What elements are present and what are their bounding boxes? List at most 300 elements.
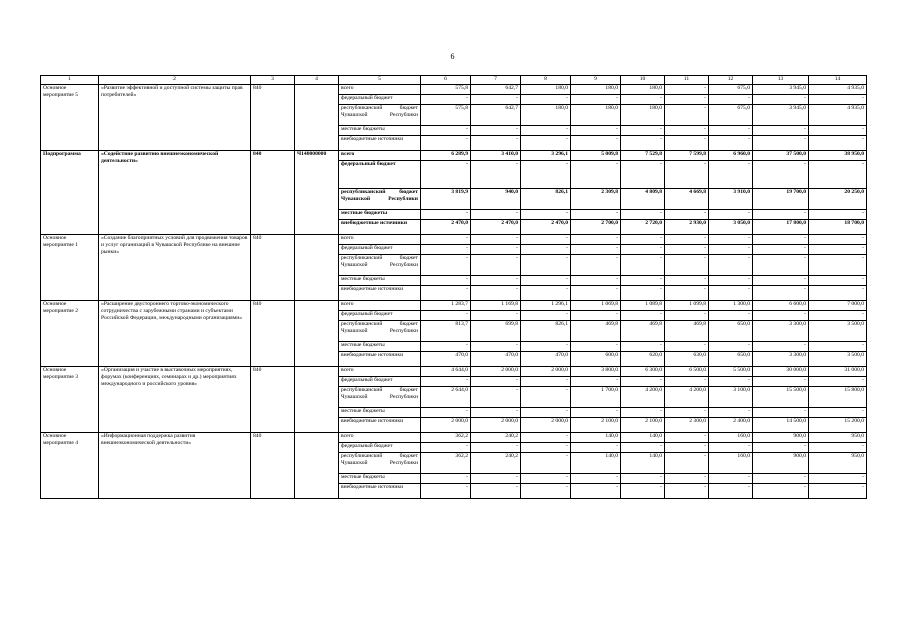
value-cell: - <box>521 235 571 245</box>
value-cell: - <box>809 245 867 255</box>
value-cell: 4 935,0 <box>809 105 867 126</box>
funding-source: внебюджетные источники <box>339 136 421 151</box>
value-cell: - <box>521 255 571 276</box>
value-cell: 4 935,0 <box>809 85 867 95</box>
funding-source: местные бюджеты <box>339 408 421 418</box>
value-cell: - <box>753 484 809 499</box>
funding-source: местные бюджеты <box>339 342 421 352</box>
value-cell: - <box>809 235 867 245</box>
value-cell: 180,0 <box>621 105 665 126</box>
value-cell: 17 800,0 <box>753 220 809 235</box>
value-cell: 2 644,0 <box>421 387 471 408</box>
value-cell: 2 700,0 <box>571 220 621 235</box>
value-cell: - <box>753 136 809 151</box>
funding-source: федеральный бюджет <box>339 95 421 105</box>
value-cell: 6 960,0 <box>709 151 753 161</box>
value-cell: 2 100,0 <box>621 418 665 433</box>
value-cell: - <box>621 276 665 286</box>
value-cell: - <box>521 311 571 321</box>
value-cell: - <box>709 276 753 286</box>
value-cell: - <box>471 235 521 245</box>
value-cell: - <box>809 136 867 151</box>
value-cell: - <box>621 484 665 499</box>
value-cell: - <box>521 276 571 286</box>
value-cell: - <box>571 136 621 151</box>
value-cell: - <box>521 484 571 499</box>
value-cell: 6 600,0 <box>753 301 809 311</box>
value-cell: 699,8 <box>471 321 521 342</box>
funding-source: местные бюджеты <box>339 276 421 286</box>
value-cell: - <box>809 255 867 276</box>
value-cell: 826,1 <box>521 321 571 342</box>
value-cell: 3 910,0 <box>709 189 753 210</box>
header-cell: 9 <box>571 76 621 85</box>
value-cell: - <box>621 210 665 220</box>
value-cell: - <box>809 126 867 136</box>
value-cell: - <box>753 126 809 136</box>
value-cell: - <box>709 286 753 301</box>
value-cell: 469,8 <box>665 321 709 342</box>
value-cell: - <box>571 255 621 276</box>
value-cell: - <box>709 235 753 245</box>
value-cell: - <box>809 276 867 286</box>
table-row <box>41 301 867 311</box>
value-cell: 38 950,0 <box>809 151 867 161</box>
value-cell: - <box>753 311 809 321</box>
header-cell: 13 <box>753 76 809 85</box>
value-cell: - <box>753 377 809 387</box>
header-row <box>41 76 867 85</box>
value-cell: 140,0 <box>571 433 621 443</box>
value-cell: 469,8 <box>621 321 665 342</box>
value-cell: - <box>521 377 571 387</box>
funding-source: республиканский бюджет Чувашской Республики <box>339 387 421 408</box>
table-row <box>41 433 867 443</box>
value-cell: 575,8 <box>421 105 471 126</box>
value-cell: - <box>809 484 867 499</box>
value-cell: - <box>421 245 471 255</box>
table-row <box>41 85 867 95</box>
value-cell: - <box>521 161 571 189</box>
value-cell: 31 000,0 <box>809 367 867 377</box>
value-cell: - <box>709 136 753 151</box>
value-cell: 620,0 <box>621 352 665 367</box>
program-type: Основное мероприятие 3 <box>41 367 99 433</box>
value-cell: - <box>621 342 665 352</box>
value-cell: - <box>665 255 709 276</box>
value-cell: - <box>421 126 471 136</box>
header-cell: 5 <box>339 76 421 85</box>
value-cell: - <box>521 126 571 136</box>
header-cell: 3 <box>251 76 295 85</box>
value-cell: - <box>809 210 867 220</box>
value-cell: 3 300,0 <box>753 352 809 367</box>
value-cell: - <box>421 276 471 286</box>
value-cell: 3 300,0 <box>753 321 809 342</box>
classification-code: Ч140000000 <box>295 151 339 235</box>
value-cell: 5 500,0 <box>709 367 753 377</box>
header-cell: 2 <box>99 76 251 85</box>
value-cell: - <box>665 276 709 286</box>
value-cell: - <box>471 387 521 408</box>
value-cell: - <box>421 286 471 301</box>
value-cell: - <box>665 286 709 301</box>
value-cell: 2 400,0 <box>709 418 753 433</box>
value-cell: - <box>471 443 521 453</box>
value-cell: - <box>571 443 621 453</box>
value-cell: - <box>571 235 621 245</box>
value-cell: - <box>421 311 471 321</box>
value-cell: - <box>521 443 571 453</box>
grbs-code: 840 <box>251 433 295 499</box>
value-cell: 3 819,9 <box>421 189 471 210</box>
value-cell: - <box>521 474 571 484</box>
funding-source: федеральный бюджет <box>339 377 421 387</box>
value-cell: 180,0 <box>571 85 621 95</box>
value-cell: - <box>665 136 709 151</box>
classification-code <box>295 235 339 301</box>
value-cell: - <box>753 342 809 352</box>
value-cell: - <box>421 484 471 499</box>
value-cell: 4 809,8 <box>621 189 665 210</box>
value-cell: 362,2 <box>421 453 471 474</box>
value-cell: 2 300,0 <box>665 418 709 433</box>
value-cell: - <box>753 210 809 220</box>
funding-source: местные бюджеты <box>339 474 421 484</box>
value-cell: - <box>809 408 867 418</box>
funding-source: местные бюджеты <box>339 210 421 220</box>
value-cell: 940,0 <box>471 189 521 210</box>
value-cell: 2 470,0 <box>421 220 471 235</box>
value-cell: 650,0 <box>709 321 753 342</box>
value-cell: 4 669,8 <box>665 189 709 210</box>
value-cell: 1 069,8 <box>571 301 621 311</box>
value-cell: - <box>665 245 709 255</box>
page-number: 6 <box>450 52 455 61</box>
value-cell: - <box>471 136 521 151</box>
header-cell: 14 <box>809 76 867 85</box>
value-cell: 600,0 <box>571 352 621 367</box>
header-cell: 1 <box>41 76 99 85</box>
value-cell: 2 000,0 <box>521 418 571 433</box>
grbs-code: 840 <box>251 367 295 433</box>
value-cell: - <box>665 105 709 126</box>
value-cell: - <box>571 210 621 220</box>
value-cell: 950,0 <box>809 433 867 443</box>
value-cell: - <box>521 453 571 474</box>
value-cell: 7 599,8 <box>665 151 709 161</box>
value-cell: 4 200,0 <box>665 387 709 408</box>
funding-source: всего <box>339 433 421 443</box>
value-cell: - <box>621 161 665 189</box>
value-cell: - <box>421 255 471 276</box>
value-cell: - <box>809 286 867 301</box>
value-cell: - <box>809 342 867 352</box>
value-cell: - <box>471 377 521 387</box>
value-cell: - <box>471 245 521 255</box>
value-cell: 3 500,0 <box>809 321 867 342</box>
funding-source: федеральный бюджет <box>339 245 421 255</box>
value-cell: - <box>571 126 621 136</box>
value-cell: 675,0 <box>709 105 753 126</box>
value-cell: 3 800,0 <box>571 367 621 377</box>
value-cell: 2 470,0 <box>521 220 571 235</box>
value-cell: - <box>571 311 621 321</box>
value-cell: - <box>809 161 867 189</box>
value-cell: 813,7 <box>421 321 471 342</box>
value-cell: - <box>571 377 621 387</box>
value-cell: 469,8 <box>571 321 621 342</box>
value-cell: - <box>753 255 809 276</box>
value-cell: 6 300,0 <box>621 367 665 377</box>
funding-source: республиканский бюджет Чувашской Республики <box>339 255 421 276</box>
value-cell: 2 930,0 <box>665 220 709 235</box>
value-cell: - <box>571 286 621 301</box>
value-cell: - <box>621 136 665 151</box>
grbs-code: 840 <box>251 301 295 367</box>
value-cell: - <box>521 95 571 105</box>
header-cell: 8 <box>521 76 571 85</box>
value-cell: - <box>621 311 665 321</box>
funding-source: всего <box>339 151 421 161</box>
value-cell: - <box>571 484 621 499</box>
value-cell: 675,0 <box>709 85 753 95</box>
budget-table <box>40 75 867 499</box>
value-cell: 15 200,0 <box>809 418 867 433</box>
funding-source: местные бюджеты <box>339 126 421 136</box>
value-cell: - <box>421 377 471 387</box>
value-cell: - <box>709 443 753 453</box>
value-cell: 900,0 <box>753 453 809 474</box>
value-cell: - <box>521 286 571 301</box>
value-cell: 7 000,0 <box>809 301 867 311</box>
header-cell: 12 <box>709 76 753 85</box>
value-cell: - <box>665 210 709 220</box>
value-cell: - <box>753 408 809 418</box>
value-cell: - <box>421 408 471 418</box>
value-cell: - <box>521 387 571 408</box>
funding-source: внебюджетные источники <box>339 286 421 301</box>
value-cell: 7 529,8 <box>621 151 665 161</box>
funding-source: республиканский бюджет Чувашской Республики <box>339 321 421 342</box>
value-cell: 630,0 <box>665 352 709 367</box>
funding-source: внебюджетные источники <box>339 220 421 235</box>
funding-source: внебюджетные источники <box>339 352 421 367</box>
value-cell: - <box>809 443 867 453</box>
value-cell: 1 283,7 <box>421 301 471 311</box>
value-cell: - <box>421 474 471 484</box>
value-cell: 1 296,1 <box>521 301 571 311</box>
value-cell: - <box>471 210 521 220</box>
value-cell: - <box>471 276 521 286</box>
value-cell: - <box>571 95 621 105</box>
value-cell: - <box>621 286 665 301</box>
value-cell: - <box>571 245 621 255</box>
value-cell: 1 089,8 <box>621 301 665 311</box>
value-cell: 240,2 <box>471 433 521 443</box>
funding-source: федеральный бюджет <box>339 161 421 189</box>
value-cell: 240,2 <box>471 453 521 474</box>
value-cell: 900,0 <box>753 433 809 443</box>
grbs-code: 840 <box>251 151 295 235</box>
value-cell: - <box>421 342 471 352</box>
classification-code <box>295 85 339 151</box>
value-cell: 2 309,8 <box>571 189 621 210</box>
header-cell: 7 <box>471 76 521 85</box>
value-cell: - <box>709 161 753 189</box>
funding-source: внебюджетные источники <box>339 418 421 433</box>
program-type: Основное мероприятие 4 <box>41 433 99 499</box>
value-cell: - <box>471 484 521 499</box>
program-name: «Развитие эффективной и доступной системы защиты прав потребителей» <box>99 85 251 151</box>
funding-source: всего <box>339 85 421 95</box>
value-cell: 160,0 <box>709 453 753 474</box>
value-cell: - <box>753 245 809 255</box>
value-cell: - <box>709 210 753 220</box>
value-cell: - <box>521 408 571 418</box>
value-cell: 2 000,0 <box>421 418 471 433</box>
value-cell: - <box>621 126 665 136</box>
value-cell: - <box>665 342 709 352</box>
value-cell: - <box>753 286 809 301</box>
program-type: Основное мероприятие 1 <box>41 235 99 301</box>
value-cell: - <box>471 286 521 301</box>
value-cell: - <box>753 443 809 453</box>
value-cell: - <box>665 484 709 499</box>
value-cell: - <box>809 377 867 387</box>
value-cell: - <box>709 311 753 321</box>
program-type: Основное мероприятие 2 <box>41 301 99 367</box>
value-cell: 2 000,0 <box>471 418 521 433</box>
value-cell: 19 700,0 <box>753 189 809 210</box>
funding-source: федеральный бюджет <box>339 443 421 453</box>
value-cell: 650,0 <box>709 352 753 367</box>
value-cell: 160,0 <box>709 433 753 443</box>
header-cell: 10 <box>621 76 665 85</box>
value-cell: 6 289,9 <box>421 151 471 161</box>
value-cell: 3 410,0 <box>471 151 521 161</box>
value-cell: - <box>753 95 809 105</box>
funding-source: республиканский бюджет Чувашской Республики <box>339 189 421 210</box>
grbs-code: 840 <box>251 235 295 301</box>
value-cell: - <box>471 474 521 484</box>
value-cell: - <box>521 136 571 151</box>
program-name: «Организация и участие в выставочных мероприятиях, форумах (конференциях, семинарах и др.) мероприятиях международного и российского уровня» <box>99 367 251 433</box>
value-cell: 642,7 <box>471 85 521 95</box>
header-cell: 11 <box>665 76 709 85</box>
value-cell: - <box>421 443 471 453</box>
value-cell: - <box>709 255 753 276</box>
grbs-code: 840 <box>251 85 295 151</box>
table-row <box>41 151 867 161</box>
value-cell: 3 500,0 <box>809 352 867 367</box>
value-cell: - <box>665 311 709 321</box>
value-cell: 15 800,0 <box>809 387 867 408</box>
value-cell: 642,7 <box>471 105 521 126</box>
value-cell: - <box>665 85 709 95</box>
value-cell: 20 250,0 <box>809 189 867 210</box>
table-row <box>41 367 867 377</box>
value-cell: - <box>665 126 709 136</box>
value-cell: - <box>665 95 709 105</box>
value-cell: - <box>665 433 709 443</box>
header-cell: 6 <box>421 76 471 85</box>
value-cell: - <box>571 342 621 352</box>
value-cell: - <box>621 245 665 255</box>
funding-source: федеральный бюджет <box>339 311 421 321</box>
value-cell: - <box>471 408 521 418</box>
value-cell: - <box>621 95 665 105</box>
value-cell: 140,0 <box>571 453 621 474</box>
value-cell: 180,0 <box>521 85 571 95</box>
value-cell: 5 009,8 <box>571 151 621 161</box>
value-cell: 470,0 <box>421 352 471 367</box>
value-cell: - <box>809 474 867 484</box>
value-cell: - <box>665 377 709 387</box>
value-cell: - <box>571 276 621 286</box>
value-cell: - <box>709 377 753 387</box>
value-cell: - <box>571 474 621 484</box>
table-row <box>41 235 867 245</box>
value-cell: - <box>571 408 621 418</box>
value-cell: - <box>809 311 867 321</box>
value-cell: - <box>521 342 571 352</box>
value-cell: 362,2 <box>421 433 471 443</box>
value-cell: - <box>521 433 571 443</box>
value-cell: 3 945,0 <box>753 105 809 126</box>
value-cell: - <box>471 342 521 352</box>
value-cell: - <box>665 453 709 474</box>
value-cell: - <box>621 377 665 387</box>
funding-source: внебюджетные источники <box>339 484 421 499</box>
classification-code <box>295 433 339 499</box>
value-cell: - <box>709 342 753 352</box>
value-cell: 1 700,0 <box>571 387 621 408</box>
classification-code <box>295 367 339 433</box>
value-cell: - <box>471 311 521 321</box>
value-cell: 826,1 <box>521 189 571 210</box>
value-cell: - <box>421 210 471 220</box>
value-cell: - <box>521 210 571 220</box>
value-cell: - <box>709 245 753 255</box>
program-name: «Информационная поддержка развития внешнеэкономической деятельности» <box>99 433 251 499</box>
value-cell: 15 500,0 <box>753 387 809 408</box>
value-cell: - <box>753 235 809 245</box>
value-cell: 575,8 <box>421 85 471 95</box>
value-cell: 180,0 <box>521 105 571 126</box>
value-cell: 4 644,0 <box>421 367 471 377</box>
value-cell: 2 470,0 <box>471 220 521 235</box>
value-cell: 1 169,8 <box>471 301 521 311</box>
value-cell: 3 050,0 <box>709 220 753 235</box>
value-cell: - <box>709 474 753 484</box>
value-cell: 180,0 <box>571 105 621 126</box>
program-type: Основное мероприятие 5 <box>41 85 99 151</box>
value-cell: 180,0 <box>621 85 665 95</box>
funding-source: всего <box>339 367 421 377</box>
value-cell: 2 000,0 <box>521 367 571 377</box>
value-cell: - <box>471 126 521 136</box>
value-cell: - <box>471 255 521 276</box>
value-cell: - <box>621 235 665 245</box>
value-cell: 470,0 <box>521 352 571 367</box>
value-cell: - <box>753 276 809 286</box>
value-cell: - <box>571 161 621 189</box>
value-cell: 3 945,0 <box>753 85 809 95</box>
value-cell: 140,0 <box>621 453 665 474</box>
value-cell: - <box>665 474 709 484</box>
value-cell: - <box>621 255 665 276</box>
